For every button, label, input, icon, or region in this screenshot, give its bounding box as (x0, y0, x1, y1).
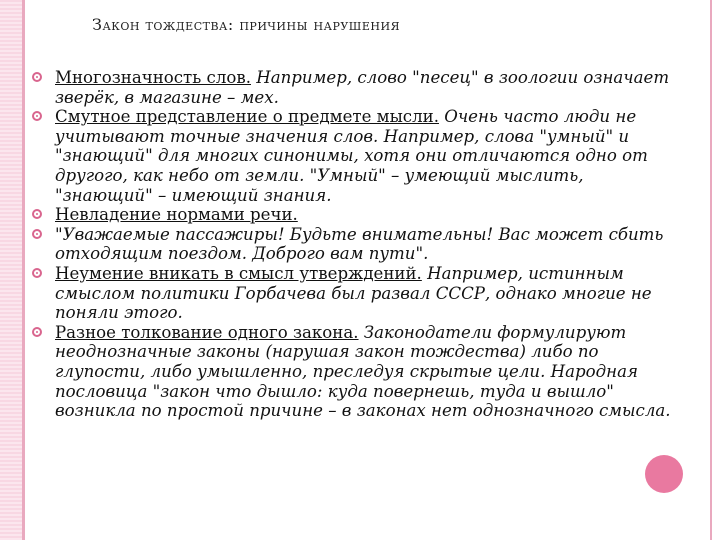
list-item (32, 323, 682, 421)
list-item (32, 264, 682, 323)
list-item (32, 107, 682, 205)
slide-title: Закон тождества: причины нарушения (92, 15, 400, 34)
item-lead: Разное толкование одного закона. (55, 322, 359, 342)
item-lead: Смутное представление о предмете мысли. (55, 107, 439, 127)
item-lead: Многозначность слов. (55, 68, 251, 87)
bullet-icon (32, 209, 42, 219)
left-decorative-border (0, 0, 22, 540)
bullet-icon (32, 111, 42, 121)
bullet-icon (32, 229, 42, 239)
item-text: Например, истинным смыслом политики Горбачева был развал СССР, однако многие не поняли этого. (55, 263, 652, 323)
item-lead: Неумение вникать в смысл утверждений. (55, 263, 422, 283)
item-text: Например, слово "песец" в зоологии означает зверёк, в магазине – мех. (55, 68, 670, 107)
left-border-line (22, 0, 25, 540)
list-item (32, 225, 682, 264)
item-lead: Невладение нормами речи. (55, 205, 298, 225)
bullet-icon (32, 327, 42, 337)
item-text: "Уважаемые пассажиры! Будьте внимательны! Вас может сбить отходящим поездом. Доброго вам пути". (55, 224, 664, 264)
bullet-icon (32, 72, 42, 82)
item-text: Очень часто люди не учитывают точные значения слов. Например, слова "умный" и "знающий" для многих синонимы, хотя они отличаются одно от другого, как небо от земли. "Умный" – умеющий мыслить, "знающий" – имеющий знания. (55, 107, 648, 205)
bullet-list (32, 68, 682, 421)
item-text: Законодатели формулируют неоднозначные законы (нарушая закон тождества) либо по глупости, либо умышленно, преследуя скрытые цели. Народная пословица "закон что дышло: куда повернешь, туда и вышло" возникла по простой причине – в законах нет однозначного смысла. (55, 322, 671, 421)
bullet-icon (32, 268, 42, 278)
list-item (32, 68, 682, 107)
decorative-circle (645, 455, 683, 493)
list-item (32, 205, 682, 225)
right-border-line (710, 0, 712, 540)
